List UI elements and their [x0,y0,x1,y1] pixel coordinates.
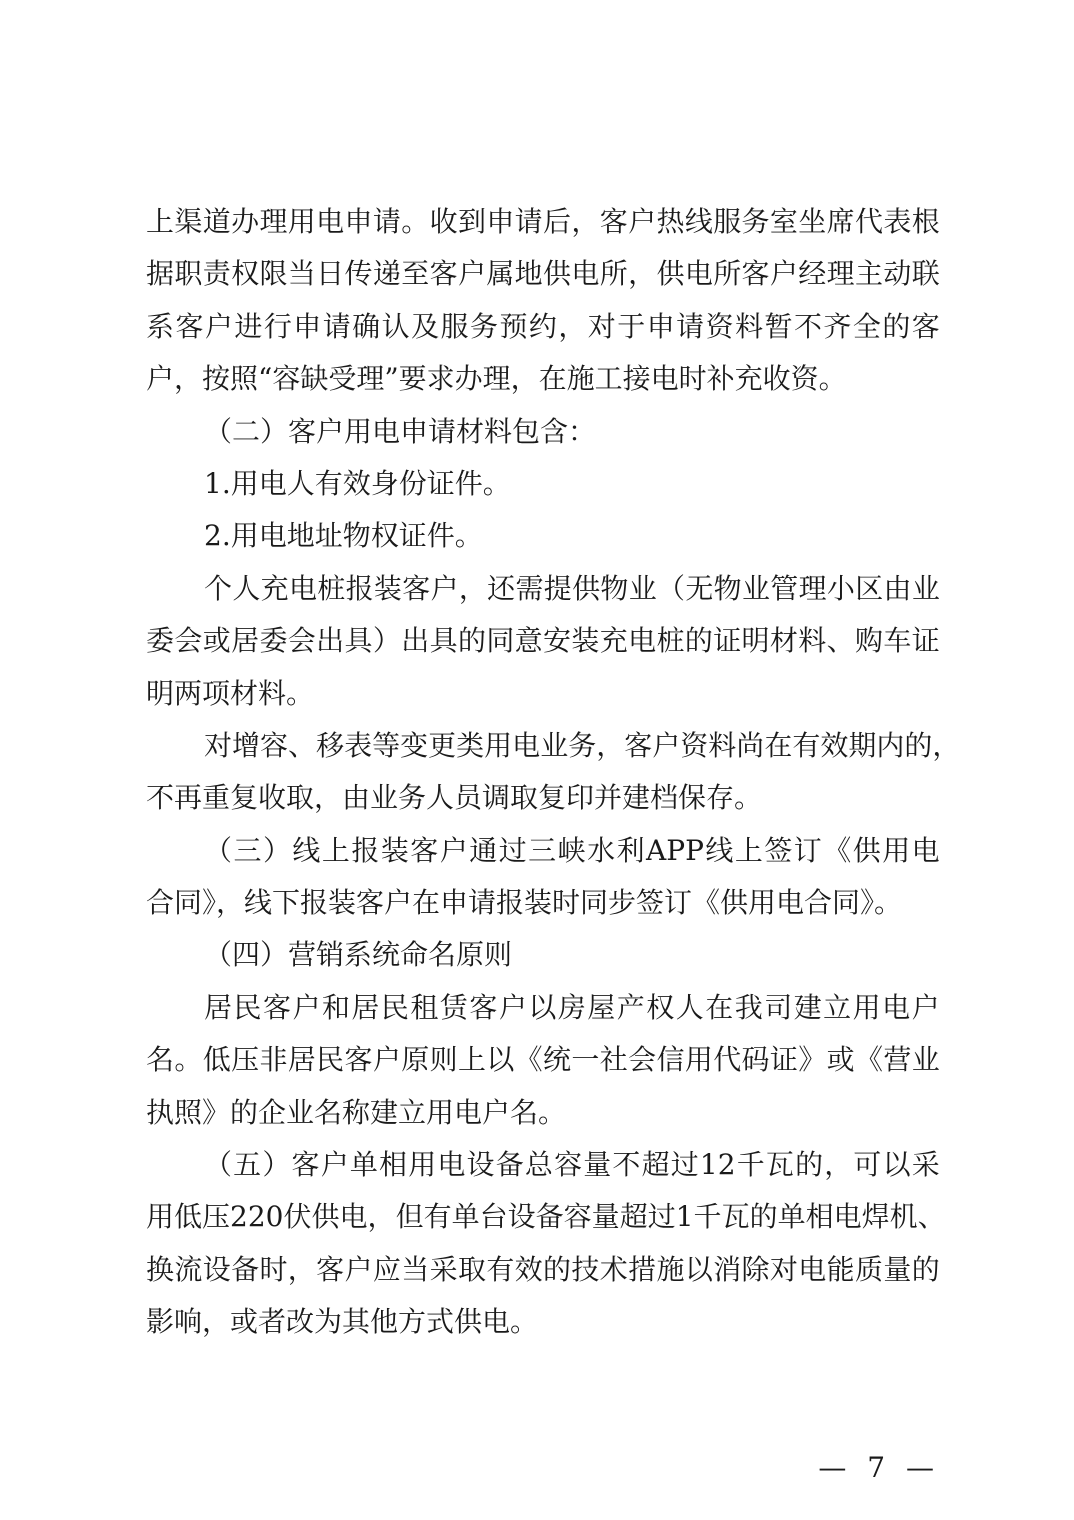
text-line: 执照》的企业名称建立用电户名。 [146,1095,567,1129]
text-line: 2.用电地址物权证件。 [204,519,483,553]
text-line: 影响，或者改为其他方式供电。 [146,1305,539,1339]
text-line: （ 三 ） 线 上 报 装 客 户 通 过 三 峡 水 利 APP 线 上 签 订 《 供 用 电 [204,833,940,867]
text-line: 个 人 充 电 桩 报 装 客 户 ， 还 需 提 供 物 业 （ 无 物 业 管 理 小 区 由 业 [204,571,940,605]
page-number: — 7 — [818,1451,940,1484]
text-line: 名 。 低 压 非 居 民 客 户 原 则 上 以 《 统 一 社 会 信 用 代 码 证 》 或 《 营 业 [146,1043,940,1077]
text-line: 上 渠 道 办 理 用 电 申 请 。 收 到 申 请 后 ， 客 户 热 线 服 务 室 坐 席 代 表 根 [146,205,940,238]
text-line: 委 会 或 居 委 会 出 具 ） 出 具 的 同 意 安 装 充 电 桩 的 证 明 材 料 、 购 车 证 [146,624,940,658]
text-line: （ 五 ） 客 户 单 相 用 电 设 备 总 容 量 不 超 过 12 千 瓦 的 ， 可 以 采 [204,1148,940,1182]
text-line: 据 职 责 权 限 当 日 传 递 至 客 户 属 地 供 电 所 ， 供 电 所 客 户 经 理 主 动 联 [146,257,940,291]
text-line: 明两项材料。 [146,676,315,710]
text-line: 系 客 户 进 行 申 请 确 认 及 服 务 预 约 ， 对 于 申 请 资 料 暂 不 齐 全 的 客 [146,309,940,343]
text-line: 不再重复收取，由业务人员调取复印并建档保存。 [146,781,763,815]
text-line: 换 流 设 备 时 ， 客 户 应 当 采 取 有 效 的 技 术 措 施 以 消 除 对 电 能 质 量 的 [146,1252,940,1286]
text-line: 1.用电人有效身份证件。 [204,466,511,500]
text-line: （二）客户用电申请材料包含： [204,414,597,448]
text-line: （四）营销系统命名原则 [204,938,513,972]
text-line: 户，按照“容缺受理”要求办理，在施工接电时补充收资。 [146,362,847,396]
text-line: 居 民 客 户 和 居 民 租 赁 客 户 以 房 屋 产 权 人 在 我 司 建 立 用 电 户 [204,990,940,1024]
text-line: 对 增 容 、 移 表 等 变 更 类 用 电 业 务 ， 客 户 资 料 尚 在 有 效 期 内 的 ， [204,728,961,762]
text-line: 合同》，线下报装客户在申请报装时同步签订《供用电合同》。 [146,886,903,920]
body-text [146,196,961,1349]
text-line: 用 低 压 220 伏 供 电 ， 但 有 单 台 设 备 容 量 超 过 1 千 瓦 的 单 相 电 焊 机 、 [146,1200,946,1234]
